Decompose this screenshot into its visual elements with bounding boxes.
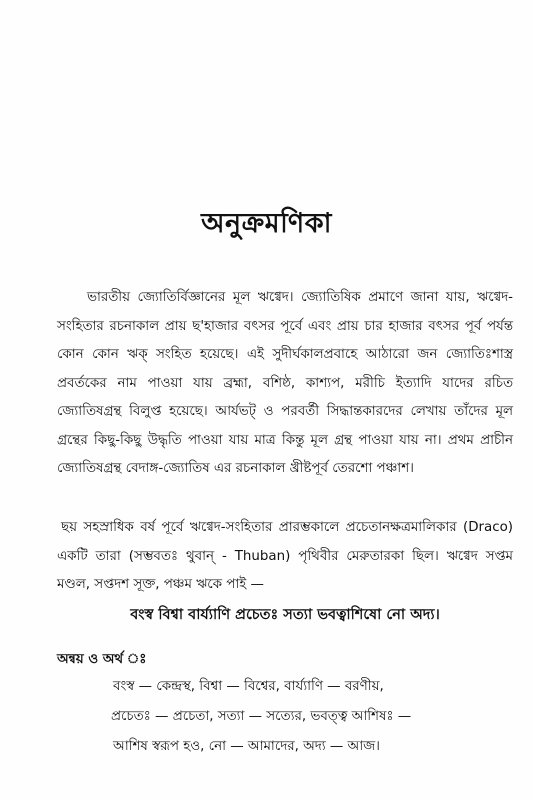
draco-paragraph: ছয় সহস্রাধিক বর্ষ পূর্বে ঋগ্বেদ-সংহিতার প্রারম্ভকালে প্রচেতানক্ষত্রমালিকার (Draco) একটি তারা (সম্ভবতঃ থুবান্ - Thuban) পৃথিবীর মেরুতারকা ছিল। ঋগ্বেদ সপ্তম মণ্ডল, সপ্তদশ সূক্ত, পঞ্চম ঋকে পাই — bbox=[57, 520, 513, 592]
meaning-line: আশিষ স্বরূপ হও, নো — আমাদের, অদ্য — আজ। bbox=[113, 739, 380, 754]
intro-paragraph: ভারতীয় জ্যোতির্বিজ্ঞানের মূল ঋগ্বেদ। জ্যোতিষিক প্রমাণে জানা যায়, ঋগ্বেদ-সংহিতার রচনাকাল প্রায় ছ'হাজার বৎসর পূর্বে এবং প্রায় চার হাজার বৎসর পূর্ব পর্যন্ত কোন কোন ঋক্ সংহিত হয়েছে। এই সুদীর্ঘকালপ্রবাহে আঠারো জন জ্যোতিঃশাস্ত্র প্রবর্তকের নাম পাওয়া যায় ব্রহ্মা, বশিষ্ঠ, কাশ্যপ, মরীচি ইত্যাদি যাদের রচিত জ্যোতিষগ্রন্থ বিলুপ্ত হয়েছে। আর্যভট্ ও পরবর্তী সিদ্ধান্তকারদের লেখায় তাঁদের মূল গ্রন্থের কিছু-কিছু উদ্ধৃতি পাওয়া যায় মাত্র কিন্তু মূল গ্রন্থ পাওয়া যায় না। প্রথম প্রাচীন জ্যোতিষগ্রন্থ বেদাঙ্গ-জ্যোতিষ এর রচনাকাল খ্রীষ্টপূর্ব তেরশো পঞ্চাশ। bbox=[57, 290, 513, 476]
verse-meaning bbox=[113, 672, 513, 762]
meaning-line: বংস্ব — কেন্দ্রস্থ, বিশ্বা — বিশ্বের, বার্য্যাণি — বরণীয়, bbox=[113, 679, 384, 694]
rigveda-verse: বংস্ব বিশ্বা বার্য্যাণি প্রচেতঃ সত্যা ভবত্বাশিষো নো অদ্য। bbox=[130, 607, 440, 623]
meaning-line: প্রচেতঃ — প্রচেতা, সত্যা — সত্যের, ভবত্ত্ব আশিষঃ — bbox=[111, 709, 412, 724]
anvay-heading: অন্বয় ও অর্থ ঃ bbox=[57, 652, 147, 667]
page-title: অনুক্রমণিকা bbox=[201, 208, 332, 239]
